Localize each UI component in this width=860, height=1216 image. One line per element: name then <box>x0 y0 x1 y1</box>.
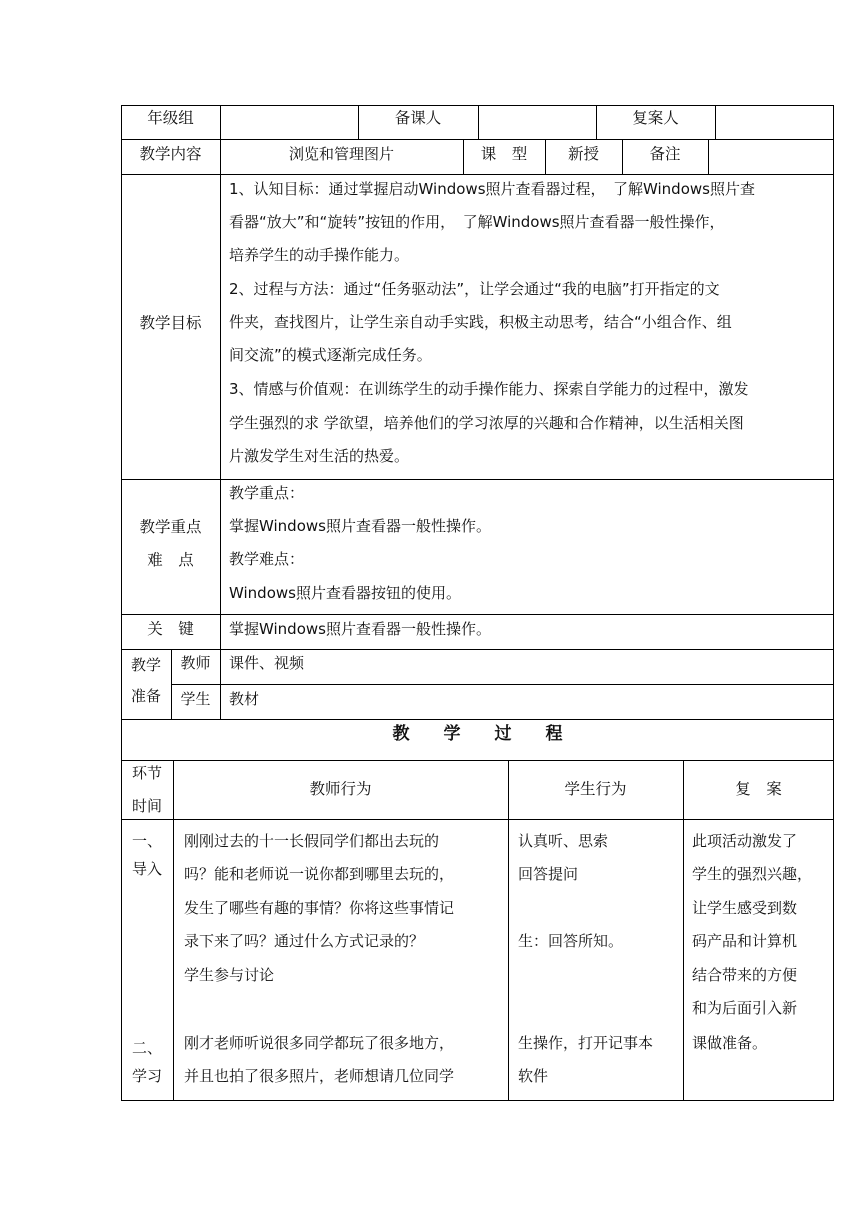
teacher-line: 并且也拍了很多照片，老师想请几位同学 <box>184 1067 455 1085</box>
difficulties-label: 难 点 <box>147 551 194 569</box>
student-line: 生：回答所知。 <box>518 932 624 950</box>
objective-line: 看器“放大”和“旋转”按钮的作用， 了解Windows照片查看器一般性操作， <box>229 213 725 231</box>
review-line: 学生的强烈兴趣， <box>692 865 813 883</box>
key-points-line: 掌握Windows照片查看器一般性操作。 <box>229 517 491 535</box>
objective-line: 培养学生的动手操作能力。 <box>229 246 410 264</box>
objective-line: 3、情感与价值观：在训练学生的动手操作能力、探索自学能力的过程中，激发 <box>229 380 749 398</box>
preparer-label: 备课人 <box>394 109 442 127</box>
key-points-label: 教学重点 <box>139 518 202 536</box>
stage-learn: 学习 <box>131 1067 162 1085</box>
objective-line: 间交流”的模式逐渐完成任务。 <box>229 346 432 364</box>
student-line: 生操作，打开记事本 <box>518 1034 654 1052</box>
lesson-type-value: 新授 <box>567 145 599 163</box>
col-divider <box>220 649 221 719</box>
objective-line: 1、认知目标：通过掌握启动Windows照片查看器过程， 了解Windows照片查 <box>229 180 755 198</box>
stage-learn: 二、 <box>131 1039 162 1057</box>
teacher-line: 刚刚过去的十一长假同学们都出去玩的 <box>184 832 440 850</box>
row-divider <box>121 719 834 720</box>
teaching-content-value: 浏览和管理图片 <box>288 145 394 163</box>
teacher-line: 录下来了吗？通过什么方式记录的？ <box>184 932 425 950</box>
table-border <box>121 105 834 1101</box>
key-points-line: 教学难点： <box>229 550 305 568</box>
col-divider <box>220 105 221 139</box>
col-divider <box>683 760 684 1101</box>
objective-line: 学生强烈的求 学欲望，培养他们的学习浓厚的兴趣和合作精神，以生活相关图 <box>229 414 744 432</box>
teacher-line: 刚才老师听说很多同学都玩了很多地方， <box>184 1034 455 1052</box>
reviewer-label: 复案人 <box>632 109 679 127</box>
process-title: 教 学 过 程 <box>392 724 563 744</box>
review-line: 和为后面引入新 <box>692 999 798 1017</box>
row-divider <box>121 139 834 140</box>
review-line: 让学生感受到数 <box>692 899 798 917</box>
key-label: 关 键 <box>147 620 194 638</box>
row-divider <box>121 819 834 820</box>
teacher-line: 吗？能和老师说一说你都到哪里去玩的， <box>184 865 455 883</box>
remarks-label: 备注 <box>649 145 681 163</box>
objectives-label: 教学目标 <box>139 314 202 332</box>
teacher-line: 学生参与讨论 <box>184 966 275 984</box>
stage-intro: 导入 <box>131 860 162 878</box>
preparation-label: 准备 <box>130 687 161 705</box>
col-divider <box>173 760 174 1101</box>
row-divider <box>171 684 834 685</box>
student-behavior-header: 学生行为 <box>564 780 627 798</box>
objective-line: 片激发学生对生活的热爱。 <box>229 447 410 465</box>
objective-line: 件夹，查找图片，让学生亲自动手实践，积极主动思考，结合“小组合作、组 <box>229 313 732 331</box>
review-line: 课做准备。 <box>692 1034 768 1052</box>
row-divider <box>121 174 834 175</box>
lesson-type-label: 课 型 <box>480 145 528 163</box>
row-divider <box>121 760 834 761</box>
review-line: 码产品和计算机 <box>692 932 798 950</box>
key-value: 掌握Windows照片查看器一般性操作。 <box>229 620 491 638</box>
teacher-line: 发生了哪些有趣的事情？你将这些事情记 <box>184 899 455 917</box>
review-line: 结合带来的方便 <box>692 966 798 984</box>
col-divider <box>715 105 716 139</box>
preparation-label: 教学 <box>130 656 161 674</box>
row-divider <box>121 649 834 650</box>
teaching-content-label: 教学内容 <box>139 145 202 163</box>
key-points-line: 教学重点： <box>229 484 305 502</box>
row-divider <box>121 614 834 615</box>
student-prep-value: 教材 <box>229 690 260 708</box>
teacher-behavior-header: 教师行为 <box>309 780 372 798</box>
stage-column-header: 时间 <box>131 797 162 815</box>
key-points-line: Windows照片查看器按钮的使用。 <box>229 584 461 602</box>
col-divider <box>708 139 709 174</box>
col-divider <box>508 760 509 1101</box>
row-divider <box>121 479 834 480</box>
review-line: 此项活动激发了 <box>692 832 798 850</box>
grade-group-label: 年级组 <box>147 109 194 127</box>
teacher-prep-label: 教师 <box>180 654 211 672</box>
review-header: 复 案 <box>735 780 782 798</box>
student-line: 认真听、思索 <box>518 832 609 850</box>
student-line: 回答提问 <box>518 865 579 883</box>
student-line: 软件 <box>518 1067 549 1085</box>
col-divider <box>478 105 479 139</box>
stage-intro: 一、 <box>131 832 162 850</box>
objective-line: 2、过程与方法：通过“任务驱动法”，让学会通过“我的电脑”打开指定的文 <box>229 280 720 298</box>
teacher-prep-value: 课件、视频 <box>229 654 305 672</box>
student-prep-label: 学生 <box>180 690 211 708</box>
col-divider <box>220 174 221 649</box>
stage-column-header: 环节 <box>131 764 162 782</box>
